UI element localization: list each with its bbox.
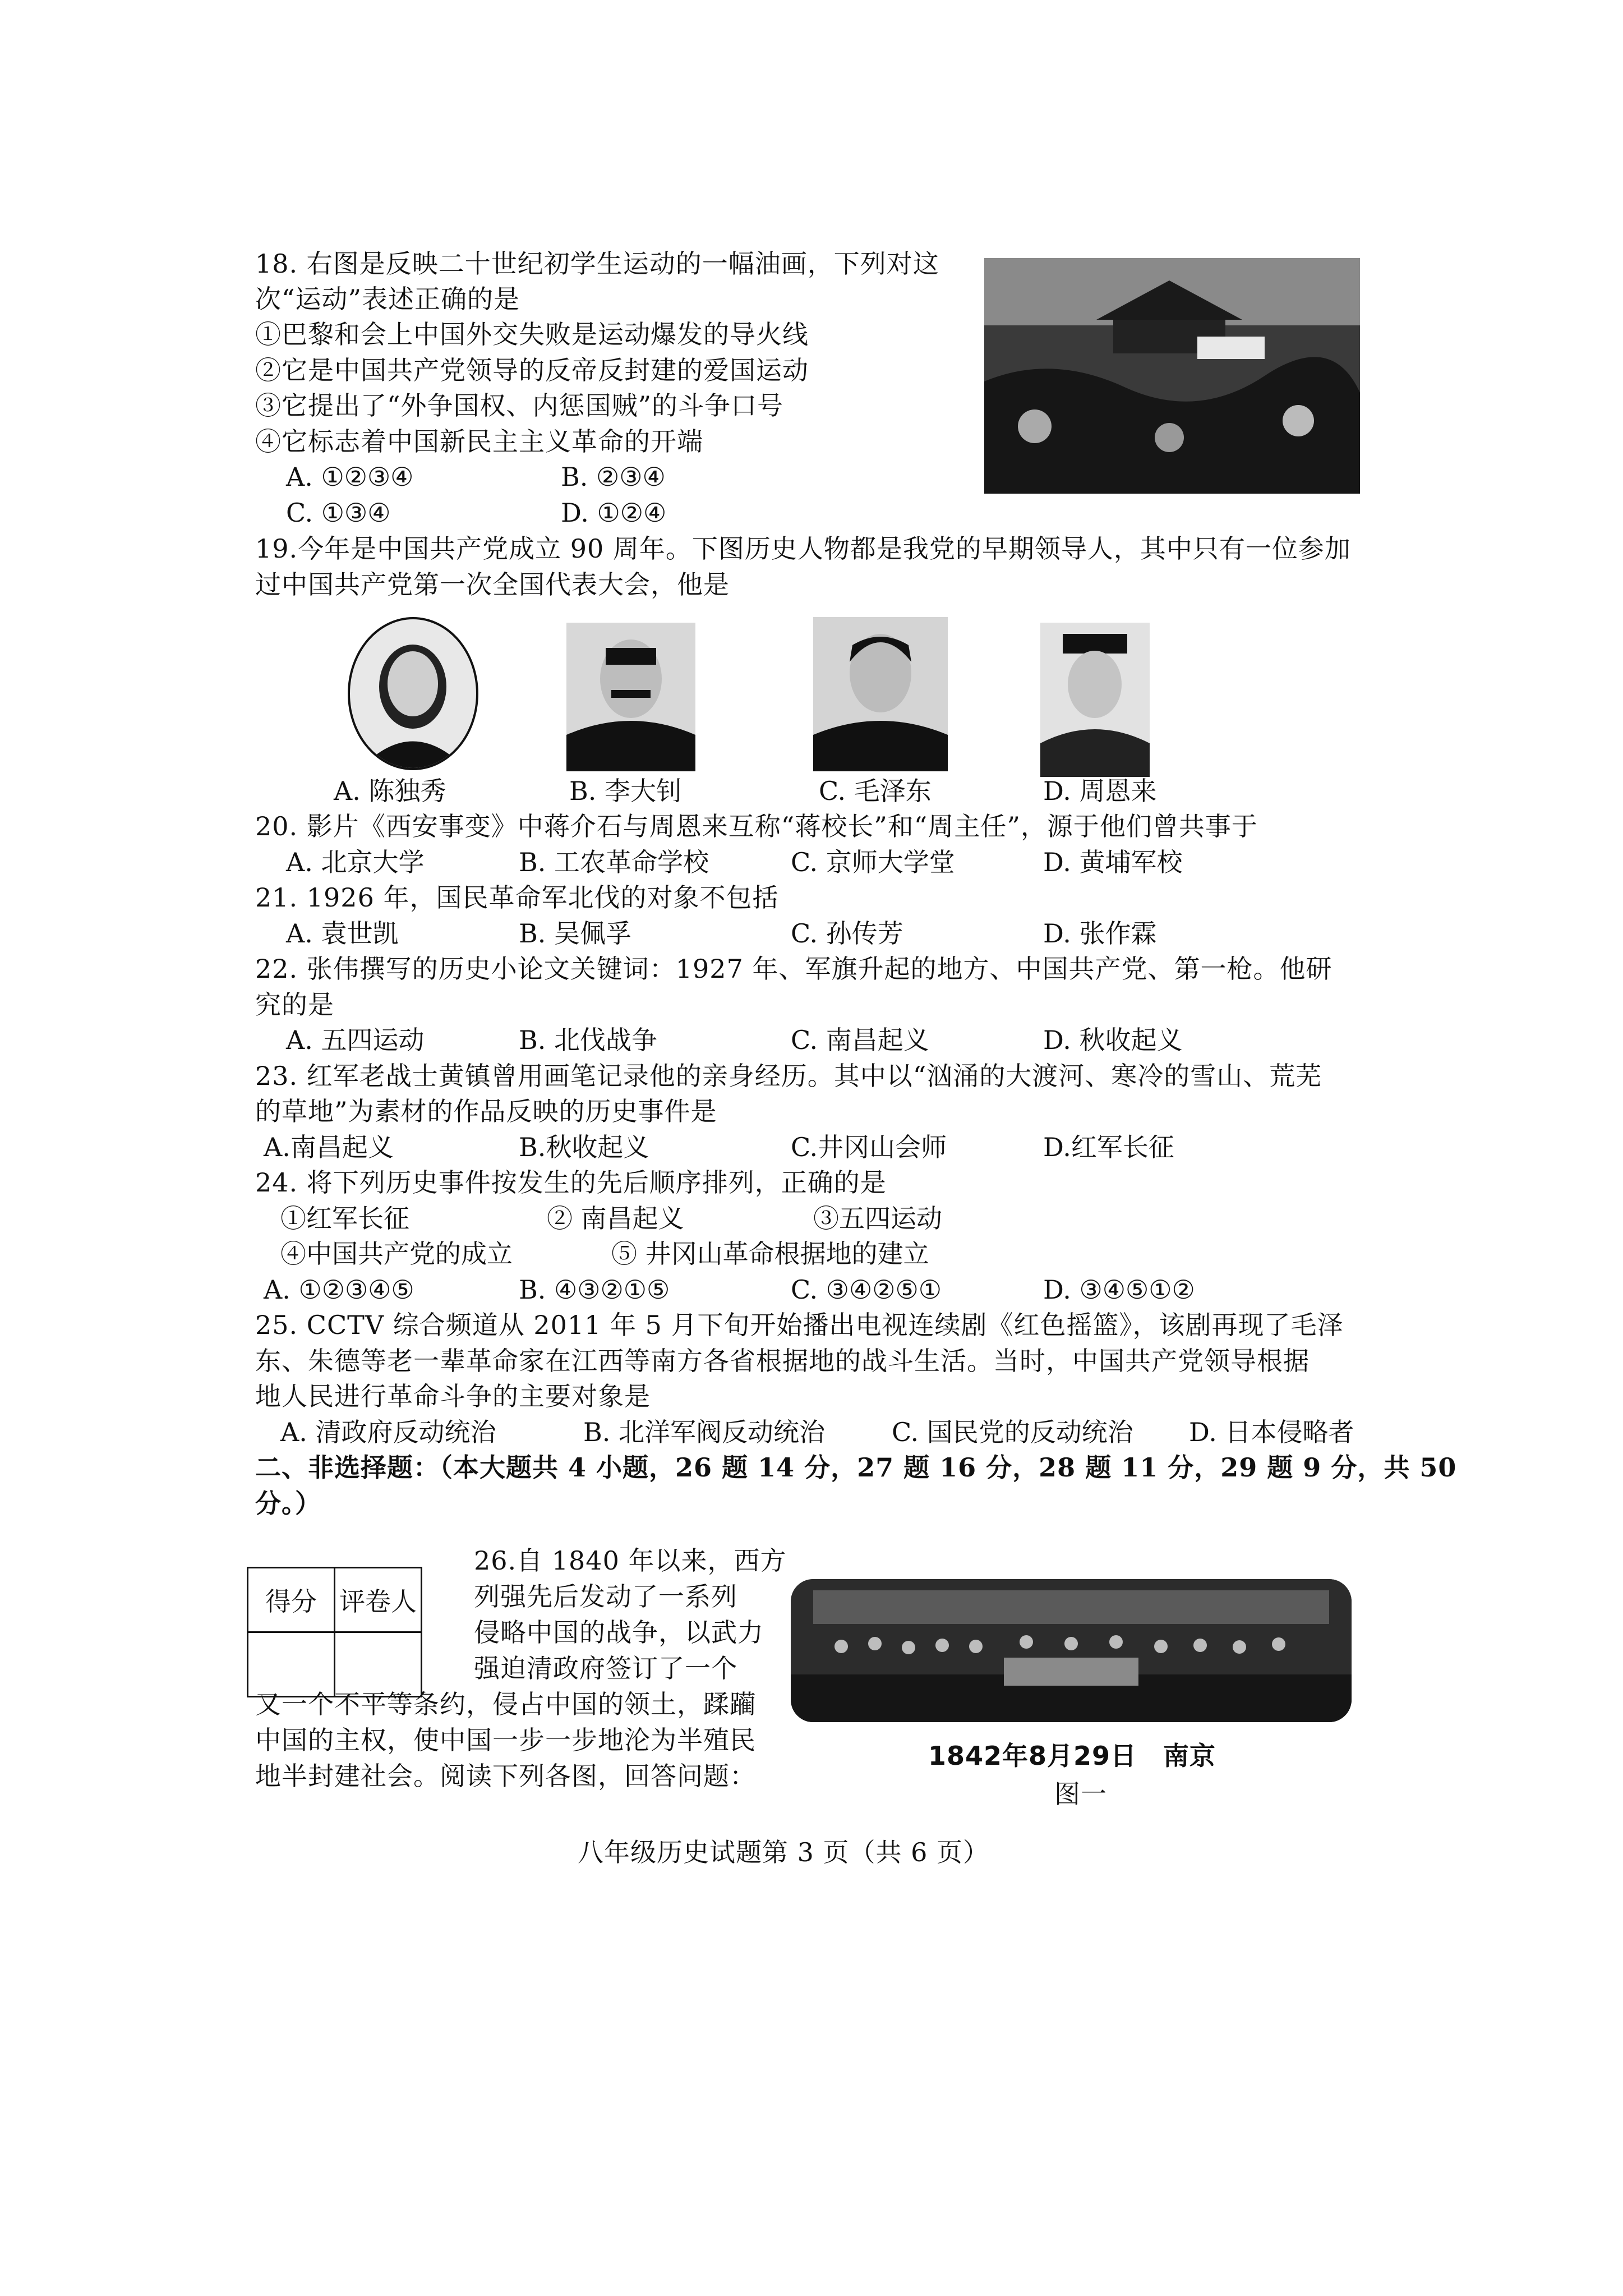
q25-option-d: D. 日本侵略者 — [1189, 1417, 1354, 1447]
q22-stem-line2: 究的是 — [255, 990, 334, 1020]
score-table — [247, 1567, 422, 1697]
q21-option-b: B. 吴佩孚 — [519, 918, 632, 949]
q22-option-a: A. 五四运动 — [286, 1025, 425, 1055]
q18-option-d: D. ①②④ — [561, 498, 667, 528]
q23-option-c: C.井冈山会师 — [791, 1132, 947, 1162]
q26-line3: 侵略中国的战争，以武力 — [474, 1617, 764, 1648]
section2-heading-line1: 二、非选择题：（本大题共 4 小题，26 题 14 分，27 题 16 分，28 题 11 分，29 题 9 分，共 50 — [255, 1452, 1457, 1483]
q25-stem-line1: 25. CCTV 综合频道从 2011 年 5 月下旬开始播出电视连续剧《红色摇篮》，该剧再现了毛泽 — [255, 1310, 1344, 1340]
q24-event-1: ①红军长征 — [280, 1203, 409, 1234]
q19-option-b: B. 李大钊 — [569, 776, 683, 806]
grader-header: 评卷人 — [335, 1568, 422, 1632]
q23-stem-line1: 23. 红军老战士黄镇曾用画笔记录他的亲身经历。其中以“汹涌的大渡河、寒冷的雪山、荒芜 — [255, 1061, 1322, 1091]
q22-option-d: D. 秋收起义 — [1043, 1025, 1183, 1055]
q23-option-b: B.秋收起义 — [519, 1132, 649, 1162]
q20-stem: 20. 影片《西安事变》中蒋介石与周恩来互称“蒋校长”和“周主任”，源于他们曾共事于 — [255, 811, 1258, 841]
q18-option-a: A. ①②③④ — [286, 462, 414, 492]
q26-line1: 26.自 1840 年以来，西方 — [474, 1545, 787, 1576]
q24-event-5: ⑤ 井冈山革命根据地的建立 — [611, 1239, 929, 1269]
q26-line5: 又一个不平等条约，侵占中国的领土，蹂躏 — [255, 1689, 756, 1719]
fig1-caption: 1842年8月29日 南京 — [928, 1741, 1216, 1771]
q23-stem-line2: 的草地”为素材的作品反映的历史事件是 — [255, 1096, 717, 1126]
treaty-signing-photo — [791, 1579, 1352, 1722]
q21-stem: 21. 1926 年，国民革命军北伐的对象不包括 — [255, 882, 779, 913]
q26-line2: 列强先后发动了一系列 — [474, 1581, 737, 1612]
section2-heading-line2: 分。） — [255, 1488, 321, 1519]
page-footer: 八年级历史试题第 3 页（共 6 页） — [578, 1837, 990, 1867]
score-header: 得分 — [248, 1568, 335, 1632]
portrait-mao-zedong — [813, 617, 948, 771]
q20-option-b: B. 工农革命学校 — [519, 847, 709, 877]
q20-option-a: A. 北京大学 — [286, 847, 425, 877]
q20-option-c: C. 京师大学堂 — [791, 847, 955, 877]
q18-statement-2: ②它是中国共产党领导的反帝反封建的爱国运动 — [255, 355, 809, 385]
q18-stem-line2: 次“运动”表述正确的是 — [255, 284, 520, 314]
q21-option-d: D. 张作霖 — [1043, 918, 1157, 949]
student-movement-painting — [984, 258, 1360, 494]
q25-stem-line3: 地人民进行革命斗争的主要对象是 — [255, 1381, 651, 1411]
q24-event-2: ② 南昌起义 — [547, 1203, 684, 1234]
q18-option-c: C. ①③④ — [286, 498, 391, 528]
portrait-chen-duxiu — [348, 617, 478, 770]
q24-option-c: C. ③④②⑤① — [791, 1274, 942, 1305]
q22-option-b: B. 北伐战争 — [519, 1025, 658, 1055]
q26-line4: 强迫清政府签订了一个 — [474, 1653, 737, 1683]
q25-option-b: B. 北洋军阀反动统治 — [583, 1417, 826, 1447]
q24-option-b: B. ④③②①⑤ — [519, 1274, 670, 1305]
fig1-label: 图一 — [1054, 1779, 1107, 1809]
q19-option-c: C. 毛泽东 — [819, 776, 932, 806]
q23-option-a: A.南昌起义 — [264, 1132, 394, 1162]
q18-statement-4: ④它标志着中国新民主主义革命的开端 — [255, 426, 703, 457]
q19-stem-line2: 过中国共产党第一次全国代表大会，他是 — [255, 569, 730, 600]
q24-option-d: D. ③④⑤①② — [1043, 1274, 1195, 1305]
q19-option-a: A. 陈独秀 — [334, 776, 446, 806]
q25-stem-line2: 东、朱德等老一辈革命家在江西等南方各省根据地的战斗生活。当时，中国共产党领导根据 — [255, 1346, 1310, 1376]
q18-option-b: B. ②③④ — [561, 462, 666, 492]
q24-stem: 24. 将下列历史事件按发生的先后顺序排列，正确的是 — [255, 1167, 887, 1198]
q23-option-d: D.红军长征 — [1043, 1132, 1174, 1162]
q21-option-c: C. 孙传芳 — [791, 918, 903, 949]
q25-option-a: A. 清政府反动统治 — [280, 1417, 496, 1447]
q20-option-d: D. 黄埔军校 — [1043, 847, 1183, 877]
q24-option-a: A. ①②③④⑤ — [264, 1274, 414, 1305]
q21-option-a: A. 袁世凯 — [286, 918, 399, 949]
q26-line7: 地半封建社会。阅读下列各图，回答问题： — [255, 1761, 756, 1791]
q18-statement-3: ③它提出了“外争国权、内惩国贼”的斗争口号 — [255, 390, 784, 421]
q22-stem-line1: 22. 张伟撰写的历史小论文关键词：1927 年、军旗升起的地方、中国共产党、第一枪。他研 — [255, 954, 1332, 984]
q18-stem-line1: 18. 右图是反映二十世纪初学生运动的一幅油画，下列对这 — [255, 249, 939, 279]
q22-option-c: C. 南昌起义 — [791, 1025, 929, 1055]
q25-option-c: C. 国民党的反动统治 — [892, 1417, 1133, 1447]
q26-line6: 中国的主权，使中国一步一步地沦为半殖民 — [255, 1725, 756, 1755]
q24-event-4: ④中国共产党的成立 — [280, 1239, 513, 1269]
q24-event-3: ③五四运动 — [813, 1203, 942, 1234]
q18-statement-1: ①巴黎和会上中国外交失败是运动爆发的导火线 — [255, 319, 809, 349]
portrait-zhou-enlai — [1040, 623, 1150, 777]
q19-option-d: D. 周恩来 — [1043, 776, 1157, 806]
portrait-li-dazhao — [566, 623, 695, 771]
q19-stem-line1: 19.今年是中国共产党成立 90 周年。下图历史人物都是我党的早期领导人，其中只有一位参加 — [255, 533, 1351, 564]
